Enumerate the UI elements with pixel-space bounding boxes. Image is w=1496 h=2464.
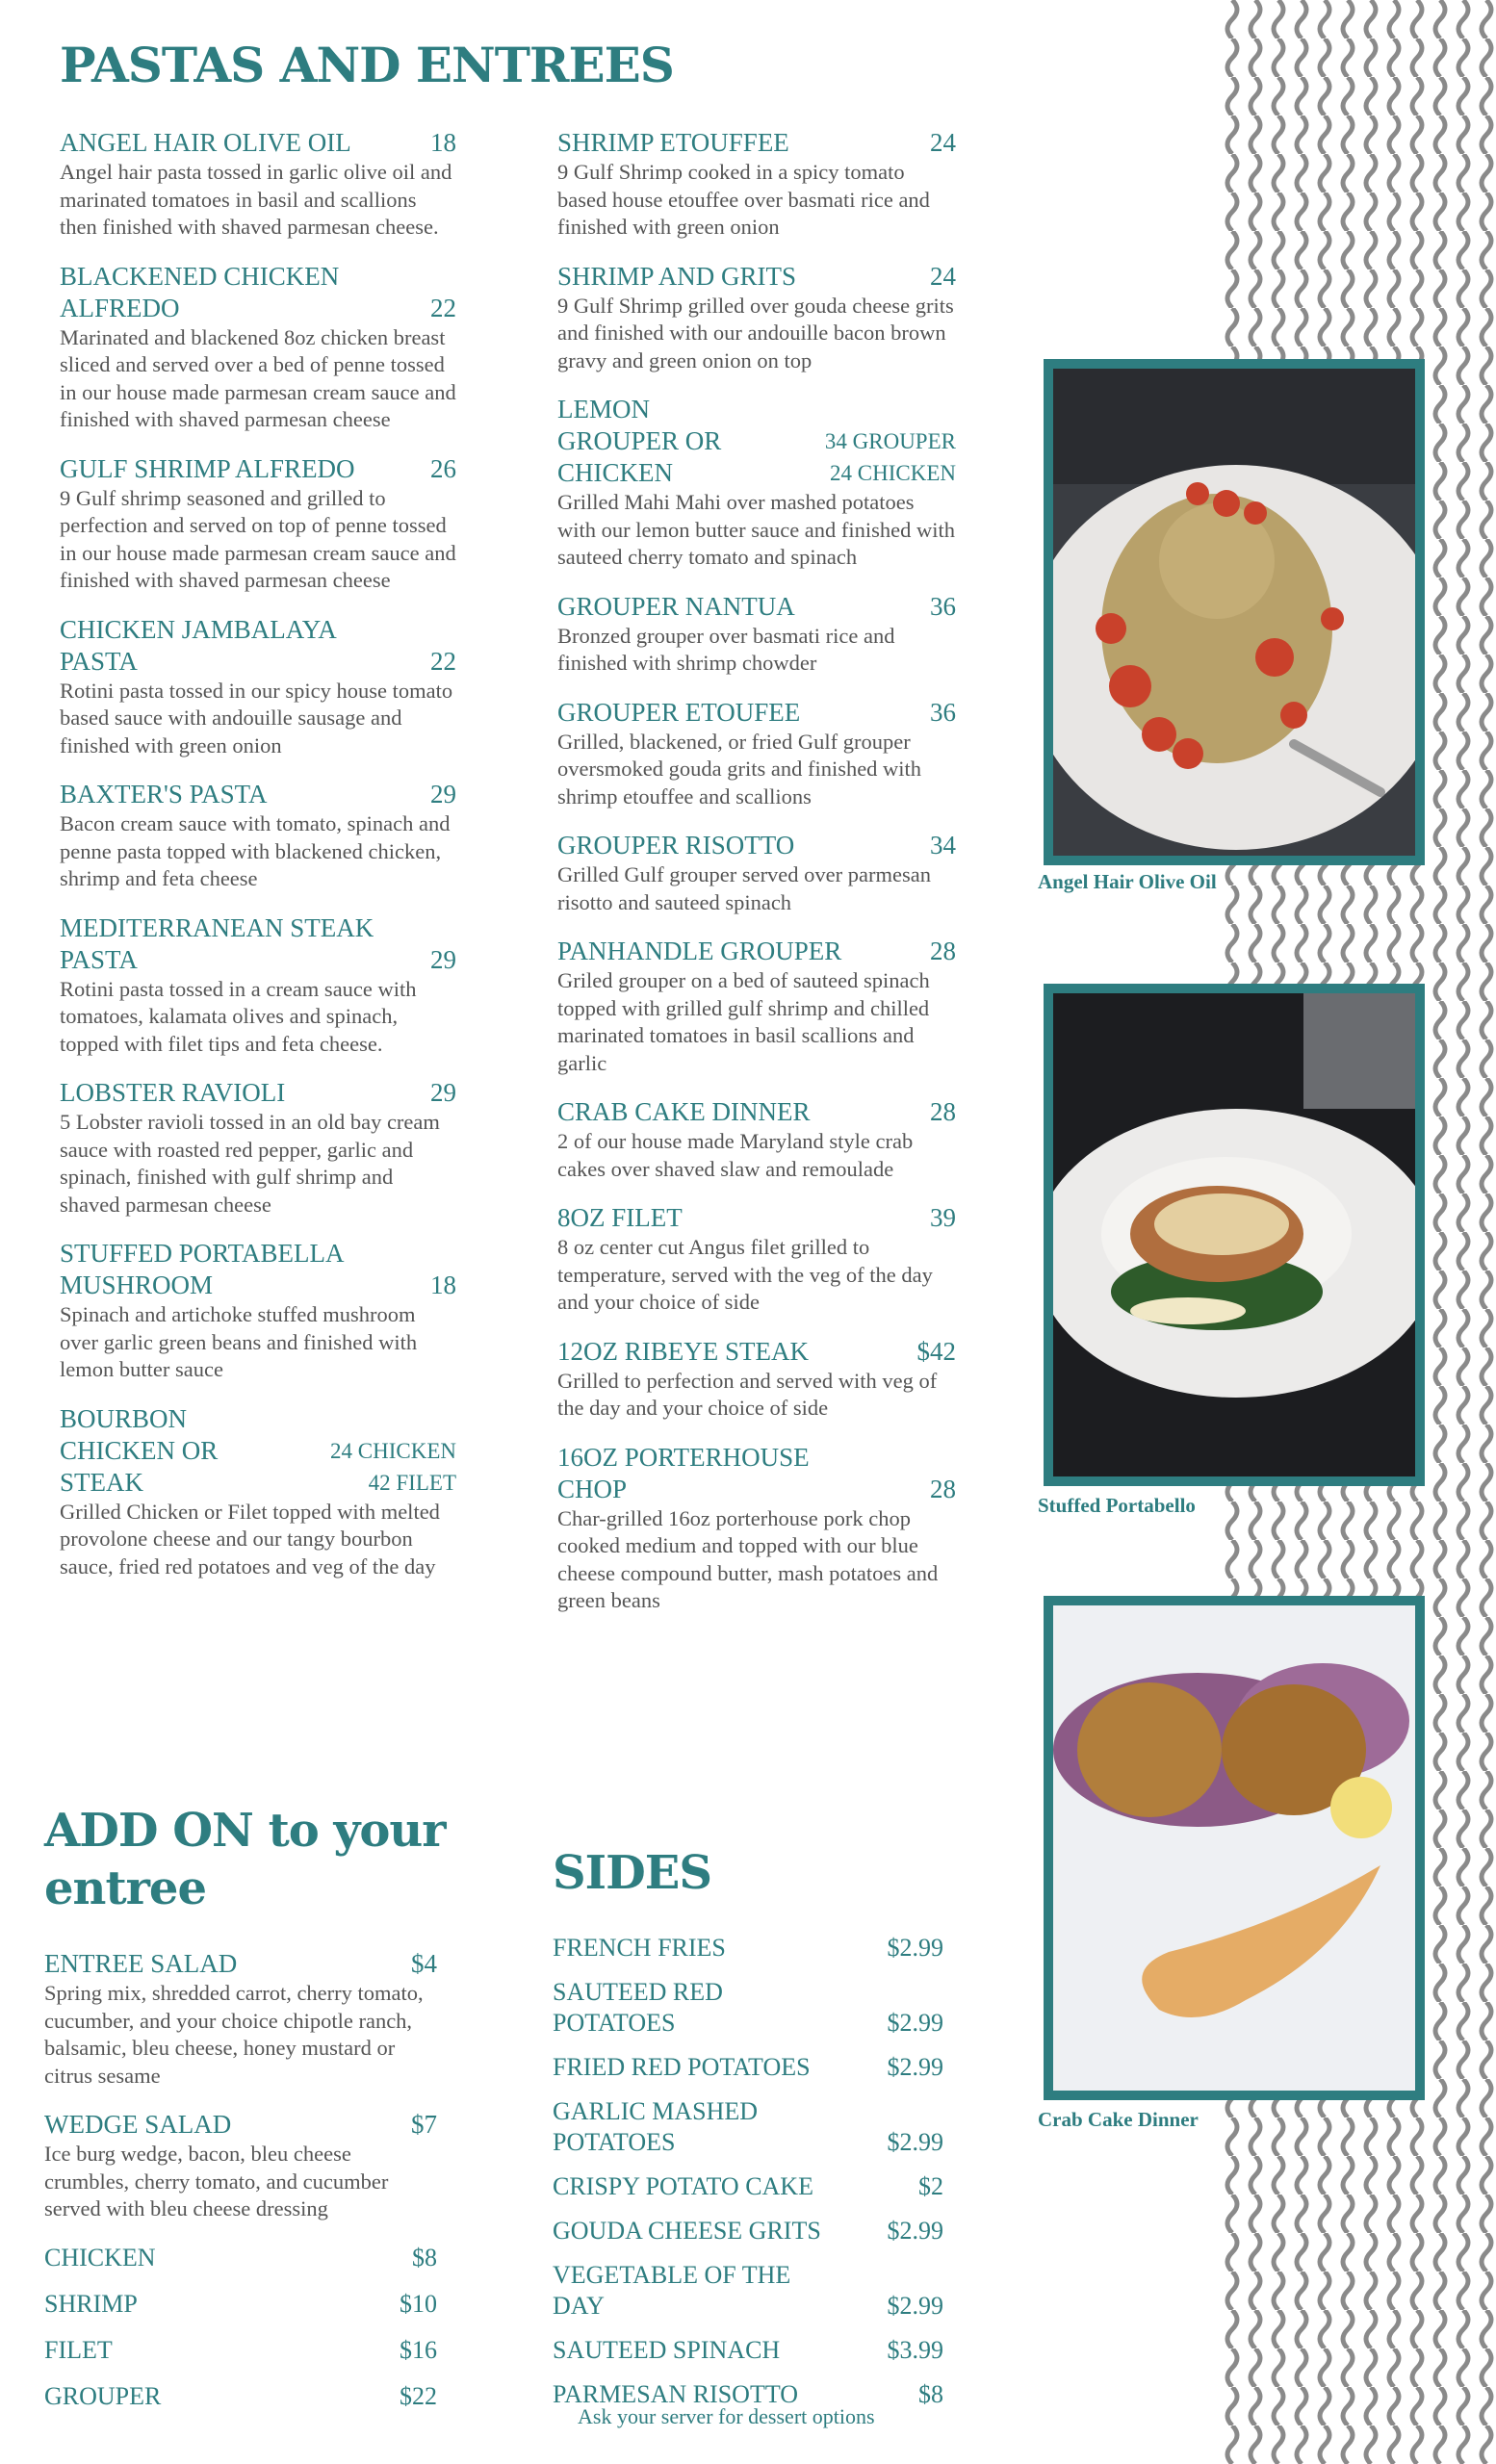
menu-item-description: Marinated and blackened 8oz chicken breast sliced and served over a bed of penne tossed in our house made parmesan cream sauce and finished with shaved parmesan cheese [60, 324, 456, 431]
menu-item-description: Spinach and artichoke stuffed mushroom over garlic green beans and finished with lemon butter sauce [60, 1302, 418, 1381]
side-item-price: $2.99 [887, 2292, 943, 2320]
menu-item-description: Bronzed grouper over basmati rice and finished with shrimp chowder [557, 623, 895, 675]
menu-item-price: 28 [930, 1474, 956, 1503]
menu-item-header [60, 1238, 456, 1301]
menu-item-name: ANGEL HAIR OLIVE OIL [60, 128, 351, 157]
side-item-price: $3.99 [887, 2336, 943, 2364]
menu-item-price: 29 [430, 780, 456, 808]
addon-protein-price: $22 [400, 2381, 437, 2410]
photo-caption-3: Crab Cake Dinner [1038, 2108, 1199, 2131]
side-item [553, 1933, 943, 1964]
addon-protein-row [44, 2381, 437, 2412]
menu-item [557, 394, 956, 572]
menu-item-name: LEMON GROUPER OR CHICKEN [557, 395, 722, 487]
menu-item-price: 29 [430, 944, 456, 974]
sides-title: SIDES [553, 1846, 711, 1900]
menu-item-name: SHRIMP ETOUFFEE [557, 128, 789, 157]
menu-item-price-line: 42 FILET [368, 1470, 456, 1495]
side-item-name: GARLIC MASHED POTATOES [553, 2097, 759, 2156]
menu-item-name: STUFFED PORTABELLA MUSHROOM [60, 1239, 344, 1299]
addon-protein-row [44, 2335, 437, 2366]
menu-item-price [330, 1435, 456, 1499]
side-item-name: VEGETABLE OF THE DAY [553, 2261, 791, 2320]
addon-protein-name: SHRIMP [44, 2289, 138, 2318]
menu-item-description: Angel hair pasta tossed in garlic olive oil and marinated tomatoes in basil and scallions then finished with shaved parmesan cheese. [60, 160, 452, 239]
menu-item-price: 22 [430, 293, 456, 322]
menu-item [557, 936, 956, 1077]
menu-item-header [60, 453, 456, 485]
side-item [553, 2171, 943, 2202]
addon-protein-name: CHICKEN [44, 2243, 156, 2272]
menu-item-price: 18 [430, 1270, 456, 1299]
addon-column [44, 1948, 437, 2427]
entrees-column-left [60, 127, 456, 1600]
menu-item-description: Grilled, blackened, or fried Gulf grouper oversmoked gouda grits and finished with shrimp etouffee and scallions [557, 729, 922, 808]
menu-item-price-line: 34 GROUPER [824, 429, 956, 453]
menu-item-description: 9 Gulf shrimp seasoned and grilled to perfection and served on top of penne tossed in our house made parmesan cream sauce and finished with shaved parmesan cheese [60, 485, 456, 592]
menu-item-price: 36 [930, 697, 956, 727]
menu-item-name: GULF SHRIMP ALFREDO [60, 453, 355, 483]
menu-item-header [557, 1336, 956, 1368]
menu-item-header [557, 394, 956, 489]
menu-item-name: MEDITERRANEAN STEAK PASTA [60, 912, 374, 974]
side-item-name: CRISPY POTATO CAKE [553, 2172, 813, 2200]
side-item-name: PARMESAN RISOTTO [553, 2380, 799, 2408]
menu-item-description: Bacon cream sauce with tomato, spinach and penne pasta topped with blackened chicken, shrimp and feta cheese [60, 811, 451, 890]
menu-item-price: 28 [930, 937, 956, 965]
side-item-name: FRENCH FRIES [553, 1934, 726, 1962]
menu-item-description: 2 of our house made Maryland style crab cakes over shaved slaw and remoulade [557, 1129, 914, 1181]
menu-item [60, 1077, 456, 1219]
menu-item-header [557, 1096, 956, 1128]
menu-item [60, 912, 456, 1059]
menu-item-description: Grilled Mahi Mahi over mashed potatoes with our lemon butter sauce and finished with sauteed cherry tomato and spinach [557, 490, 956, 569]
menu-item-header [557, 127, 956, 159]
portabello-image [1053, 993, 1415, 1476]
menu-item [60, 1238, 456, 1384]
menu-item [60, 1403, 456, 1581]
menu-item-description: 8 oz center cut Angus filet grilled to temperature, served with the veg of the day and your choice of side [557, 1235, 933, 1314]
menu-item-name: SHRIMP AND GRITS [557, 261, 797, 291]
menu-item-description: Rotini pasta tossed in a cream sauce with tomatoes, kalamata olives and spinach, topped with filet tips and feta cheese. [60, 976, 417, 1056]
photo-caption-2: Stuffed Portabello [1038, 1494, 1196, 1517]
side-item-name: GOUDA CHEESE GRITS [553, 2217, 821, 2245]
menu-item-name: BLACKENED CHICKEN ALFREDO [60, 261, 340, 322]
menu-item-header [557, 936, 956, 967]
addon-protein-price: $8 [412, 2243, 437, 2272]
menu-item-name: WEDGE SALAD [44, 2110, 232, 2139]
menu-item-name: 12OZ RIBEYE STEAK [557, 1336, 809, 1366]
menu-item-header [557, 261, 956, 293]
side-item-price: $2 [918, 2172, 943, 2200]
addon-title: ADD ON to your entree [44, 1804, 446, 1915]
menu-item [557, 830, 956, 916]
crab-cake-image [1053, 1605, 1415, 2091]
menu-item [557, 1336, 956, 1423]
side-item-price: $2.99 [887, 2009, 943, 2037]
menu-item-price [825, 425, 956, 489]
menu-item-header [557, 1202, 956, 1234]
menu-item-price: 39 [930, 1203, 956, 1232]
menu-item-name: CHICKEN JAMBALAYA PASTA [60, 614, 336, 676]
menu-item-name: PANHANDLE GROUPER [557, 937, 842, 965]
menu-item-header [60, 779, 456, 810]
menu-item-price: 36 [930, 591, 956, 621]
dessert-footer-note: Ask your server for dessert options [578, 2404, 875, 2428]
menu-item-description: Grilled Chicken or Filet topped with melted provolone cheese and our tangy bourbon sauce, fried red potatoes and veg of the day [60, 1499, 440, 1578]
side-item-name: SAUTEED SPINACH [553, 2336, 781, 2364]
menu-item-header [60, 912, 456, 976]
menu-item-description: Griled grouper on a bed of sauteed spinach topped with grilled gulf shrimp and chilled marinated tomatoes in basil scallions and garlic [557, 968, 930, 1075]
menu-item-header [44, 1948, 437, 1980]
menu-item-description: 5 Lobster ravioli tossed in an old bay cream sauce with roasted red pepper, garlic and spinach, finished with gulf shrimp and shaved parmesan cheese [60, 1110, 440, 1217]
menu-item [557, 591, 956, 678]
menu-item [60, 779, 456, 893]
menu-item-price: 29 [430, 1078, 456, 1107]
menu-item [557, 127, 956, 242]
menu-item-header [60, 1403, 456, 1499]
menu-item-description: Char-grilled 16oz porterhouse pork chop cooked medium and topped with our blue cheese compound butter, mash potatoes and green beans [557, 1505, 939, 1612]
menu-item-header [60, 261, 456, 324]
side-item [553, 2335, 943, 2366]
menu-item-price: 24 [930, 128, 956, 157]
photo-caption-1: Angel Hair Olive Oil [1038, 870, 1217, 893]
menu-item [557, 261, 956, 375]
entrees-column-right [557, 127, 956, 1634]
menu-item-price-line: 24 CHICKEN [330, 1438, 456, 1463]
photo-crab-cake [1044, 1596, 1425, 2100]
menu-item-name: 8OZ FILET [557, 1203, 683, 1232]
sides-list [553, 1933, 943, 2424]
menu-item [557, 1096, 956, 1183]
menu-item-name: LOBSTER RAVIOLI [60, 1078, 286, 1107]
photo-stuffed-portabello [1044, 984, 1425, 1486]
menu-item-name: BAXTER'S PASTA [60, 780, 268, 808]
menu-item-price: $42 [916, 1336, 956, 1366]
addon-protein-row [44, 2289, 437, 2320]
menu-item [60, 127, 456, 242]
menu-item-price: $7 [411, 2110, 437, 2139]
side-item [553, 2096, 943, 2158]
menu-item-name: GROUPER ETOUFEE [557, 697, 801, 727]
side-item-price: $2.99 [887, 2128, 943, 2156]
addon-protein-name: FILET [44, 2335, 113, 2364]
menu-item-description: Grilled to perfection and served with veg of the day and your choice of side [557, 1368, 938, 1420]
side-item-price: $2.99 [887, 1934, 943, 1962]
menu-item-header [557, 830, 956, 861]
menu-item-header [557, 1442, 956, 1505]
pasta-image [1053, 369, 1415, 856]
menu-item-name: CRAB CAKE DINNER [557, 1097, 811, 1126]
menu-item-header [60, 614, 456, 678]
pastas-title: PASTAS AND ENTREES [60, 37, 674, 93]
menu-item-header [60, 127, 456, 159]
menu-item-price: 24 [930, 261, 956, 291]
menu-item [44, 2109, 437, 2223]
menu-item-price: 28 [930, 1097, 956, 1126]
menu-item [60, 614, 456, 760]
menu-item-name: 16OZ PORTERHOUSE CHOP [557, 1442, 810, 1503]
menu-item [60, 261, 456, 434]
menu-item [557, 1442, 956, 1615]
side-item-price: $2.99 [887, 2053, 943, 2081]
menu-item-name: GROUPER RISOTTO [557, 831, 795, 860]
menu-item-description: Grilled Gulf grouper served over parmesan risotto and sauteed spinach [557, 862, 931, 914]
menu-item-description: Ice burg wedge, bacon, bleu cheese crumbles, cherry tomato, and cucumber served with bleu cheese dressing [44, 2142, 389, 2220]
menu-item-price-line: 24 CHICKEN [830, 461, 956, 485]
menu-item [557, 697, 956, 811]
menu-item-price: 18 [430, 128, 456, 157]
side-item [553, 2052, 943, 2083]
side-item [553, 1977, 943, 2039]
menu-item-price: $4 [411, 1949, 437, 1978]
menu-item-header [44, 2109, 437, 2141]
menu-item-description: Spring mix, shredded carrot, cherry tomato, cucumber, and your choice chipotle ranch, balsamic, bleu cheese, honey mustard or citrus sesame [44, 1981, 424, 2088]
menu-item-header [557, 591, 956, 623]
menu-item-description: 9 Gulf Shrimp cooked in a spicy tomato based house etouffee over basmati rice and finished with green onion [557, 160, 930, 239]
menu-item-price: 26 [430, 453, 456, 483]
menu-item-name: ENTREE SALAD [44, 1949, 238, 1978]
menu-item-description: Rotini pasta tossed in our spicy house tomato based sauce with andouille sausage and finished with green onion [60, 678, 453, 757]
menu-item-price: 34 [930, 831, 956, 860]
menu-item-name: BOURBON CHICKEN OR STEAK [60, 1403, 219, 1497]
side-item-name: FRIED RED POTATOES [553, 2053, 811, 2081]
menu-item-header [557, 697, 956, 729]
side-item-price: $8 [918, 2380, 943, 2408]
addon-protein-price: $16 [400, 2335, 437, 2364]
menu-item-description: 9 Gulf Shrimp grilled over gouda cheese grits and finished with our andouille bacon brown gravy and green onion on top [557, 293, 954, 372]
menu-item-price: 22 [430, 646, 456, 676]
menu-item [557, 1202, 956, 1317]
addon-protein-price: $10 [400, 2289, 437, 2318]
menu-item [44, 1948, 437, 2090]
addon-protein-name: GROUPER [44, 2381, 162, 2410]
menu-item-header [60, 1077, 456, 1109]
photo-angel-hair [1044, 359, 1425, 865]
menu-item-name: GROUPER NANTUA [557, 591, 795, 621]
addon-protein-row [44, 2243, 437, 2273]
side-item-name: SAUTEED RED POTATOES [553, 1978, 723, 2037]
menu-item [60, 453, 456, 595]
side-item [553, 2260, 943, 2322]
side-item-price: $2.99 [887, 2217, 943, 2245]
side-item [553, 2216, 943, 2246]
